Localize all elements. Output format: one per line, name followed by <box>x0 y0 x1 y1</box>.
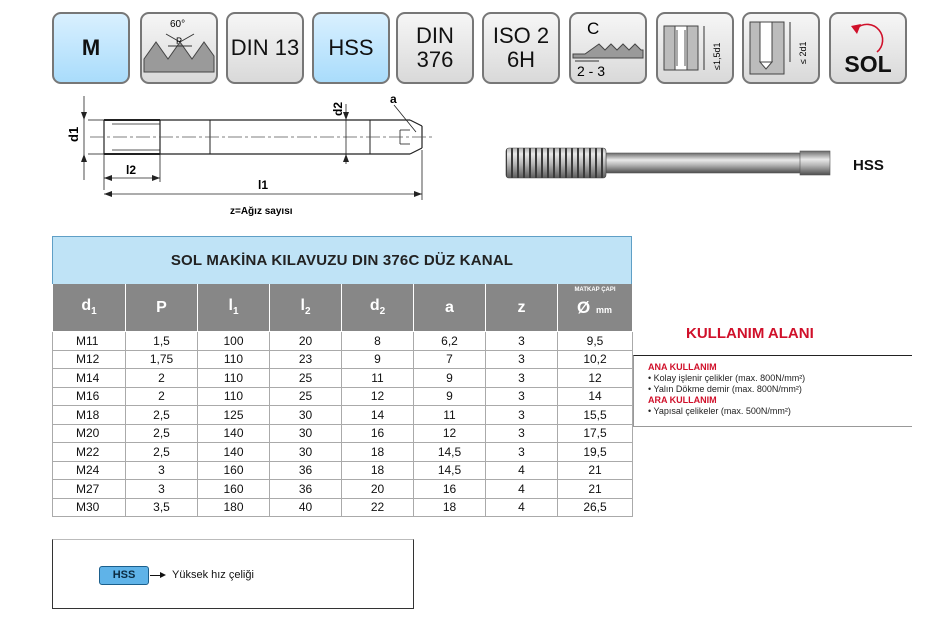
tolerance-line1: ISO 2 <box>492 23 550 48</box>
din376-line2: 376 <box>416 47 454 72</box>
through-depth-label: ≤1,5d1 <box>712 42 722 70</box>
table-cell: 110 <box>198 369 270 388</box>
table-cell: 18 <box>342 461 414 480</box>
table-cell: 3 <box>486 406 558 425</box>
tap-product-image <box>502 140 842 190</box>
column-header: $l_2$ <box>270 284 342 332</box>
table-cell: 14 <box>342 406 414 425</box>
sol-label: SOL <box>844 51 892 77</box>
table-cell: 2,5 <box>126 443 198 462</box>
table-cell: 21 <box>558 480 633 499</box>
table-cell: 10,2 <box>558 350 633 369</box>
table-cell: 36 <box>270 461 342 480</box>
table-cell: 9 <box>414 369 486 388</box>
table-header-row <box>53 284 633 332</box>
hss-label: HSS <box>328 35 374 60</box>
table-cell: 180 <box>198 498 270 517</box>
table-cell: 12 <box>558 369 633 388</box>
din376-icon <box>396 12 474 84</box>
table-row <box>53 387 633 406</box>
table-body <box>53 332 633 517</box>
table-cell: 9 <box>414 387 486 406</box>
table-row <box>53 480 633 499</box>
legend-box <box>52 539 414 609</box>
table-cell: 4 <box>486 461 558 480</box>
table-cell: 20 <box>270 332 342 351</box>
table-cell: 20 <box>342 480 414 499</box>
d2-label: d2 <box>331 101 345 116</box>
blind-depth-label: ≤ 2d1 <box>798 41 808 64</box>
dimensions-grid <box>52 284 633 517</box>
metric-label: M <box>81 35 101 60</box>
table-cell: M12 <box>53 350 126 369</box>
table-cell: 1,5 <box>126 332 198 351</box>
a-label: a <box>390 92 397 106</box>
column-header: P <box>126 284 198 332</box>
table-cell: 8 <box>342 332 414 351</box>
usage-box <box>633 355 912 427</box>
table-cell: 23 <box>270 350 342 369</box>
table-cell: M18 <box>53 406 126 425</box>
table-cell: 3 <box>486 350 558 369</box>
table-cell: 30 <box>270 406 342 425</box>
table-cell: M24 <box>53 461 126 480</box>
din13-label: DIN 13 <box>230 35 300 60</box>
table-cell: 110 <box>198 350 270 369</box>
main-usage-item: • Kolay işlenir çelikler (max. 800N/mm²) <box>648 373 806 383</box>
blind-hole-icon <box>742 12 820 84</box>
table-cell: 3 <box>486 387 558 406</box>
tolerance-line2: 6H <box>506 47 536 72</box>
table-cell: 1,75 <box>126 350 198 369</box>
through-hole-icon <box>656 12 734 84</box>
secondary-usage-item: • Yapısal çelikeler (max. 500N/mm²) <box>648 406 791 416</box>
legend-hss-badge: HSS <box>99 566 149 585</box>
table-cell: 12 <box>342 387 414 406</box>
hss-material-icon <box>312 12 390 84</box>
table-cell: 9 <box>342 350 414 369</box>
table-cell: 140 <box>198 443 270 462</box>
din13-icon <box>226 12 304 84</box>
legend-text: Yüksek hız çeliği <box>172 569 254 581</box>
table-cell: 16 <box>342 424 414 443</box>
table-cell: M11 <box>53 332 126 351</box>
table-cell: 40 <box>270 498 342 517</box>
chamfer-turns-label: 2 - 3 <box>577 63 606 79</box>
table-cell: 22 <box>342 498 414 517</box>
legend-arrow-icon <box>150 575 164 576</box>
pitch-label: P <box>176 36 183 46</box>
table-cell: 25 <box>270 369 342 388</box>
column-header: $d_1$ <box>53 284 126 332</box>
usage-title: KULLANIM ALANI <box>686 325 814 342</box>
table-cell: 3 <box>126 480 198 499</box>
drill-diameter-header <box>558 284 633 332</box>
table-cell: 140 <box>198 424 270 443</box>
table-row <box>53 498 633 517</box>
table-cell: 3 <box>486 332 558 351</box>
metric-thread-icon <box>52 12 130 84</box>
table-row <box>53 443 633 462</box>
table-cell: 110 <box>198 387 270 406</box>
table-row <box>53 406 633 425</box>
angle-label: 60° <box>170 19 186 30</box>
teeth-count-caption: z=Ağız sayısı <box>230 206 293 217</box>
chamfer-form-label: C <box>587 19 600 38</box>
main-usage-heading: ANA KULLANIM <box>648 362 717 372</box>
table-cell: 2,5 <box>126 406 198 425</box>
d1-label: d1 <box>66 126 81 142</box>
table-cell: 4 <box>486 498 558 517</box>
table-cell: 3 <box>126 461 198 480</box>
table-cell: 3 <box>486 369 558 388</box>
table-cell: 11 <box>414 406 486 425</box>
table-cell: 21 <box>558 461 633 480</box>
table-cell: 18 <box>414 498 486 517</box>
table-cell: 26,5 <box>558 498 633 517</box>
left-hand-direction-icon <box>829 12 907 84</box>
table-cell: 160 <box>198 461 270 480</box>
table-cell: 25 <box>270 387 342 406</box>
secondary-usage-heading: ARA KULLANIM <box>648 395 717 405</box>
din376-line1: DIN <box>416 23 454 48</box>
table-cell: 30 <box>270 424 342 443</box>
tap-technical-drawing <box>60 90 440 220</box>
table-cell: 6,2 <box>414 332 486 351</box>
table-cell: 160 <box>198 480 270 499</box>
table-cell: 15,5 <box>558 406 633 425</box>
table-cell: 125 <box>198 406 270 425</box>
column-header: $l_1$ <box>198 284 270 332</box>
column-header: $d_2$ <box>342 284 414 332</box>
table-cell: 17,5 <box>558 424 633 443</box>
table-cell: M14 <box>53 369 126 388</box>
chamfer-form-icon <box>569 12 647 84</box>
table-cell: 11 <box>342 369 414 388</box>
l1-label: l1 <box>258 178 269 192</box>
table-row <box>53 350 633 369</box>
table-cell: 14,5 <box>414 443 486 462</box>
thread-profile-icon <box>142 14 216 82</box>
column-header: z <box>486 284 558 332</box>
table-cell: 16 <box>414 480 486 499</box>
thread-profile-icon <box>140 12 218 84</box>
table-cell: 18 <box>342 443 414 462</box>
table-row <box>53 461 633 480</box>
tolerance-icon <box>482 12 560 84</box>
l2-label: l2 <box>126 163 137 177</box>
table-cell: M22 <box>53 443 126 462</box>
table-row <box>53 369 633 388</box>
table-cell: 2 <box>126 387 198 406</box>
table-cell: 2,5 <box>126 424 198 443</box>
table-cell: 3 <box>486 424 558 443</box>
drill-caption: MATKAP ÇAPI <box>574 287 616 293</box>
diameter-icon: Ø <box>577 298 591 317</box>
main-usage-item: • Yalın Dökme demir (max. 800N/mm²) <box>648 384 802 394</box>
table-row <box>53 424 633 443</box>
photo-hss-label: HSS <box>853 157 884 174</box>
dimensions-table <box>52 236 632 517</box>
table-cell: 7 <box>414 350 486 369</box>
table-cell: M16 <box>53 387 126 406</box>
table-cell: 12 <box>414 424 486 443</box>
table-cell: 9,5 <box>558 332 633 351</box>
table-cell: M30 <box>53 498 126 517</box>
table-cell: 36 <box>270 480 342 499</box>
table-cell: M20 <box>53 424 126 443</box>
table-cell: M27 <box>53 480 126 499</box>
table-cell: 4 <box>486 480 558 499</box>
table-cell: 14,5 <box>414 461 486 480</box>
table-cell: 3 <box>486 443 558 462</box>
table-cell: 3,5 <box>126 498 198 517</box>
table-cell: 14 <box>558 387 633 406</box>
table-cell: 100 <box>198 332 270 351</box>
drill-unit: mm <box>596 305 613 315</box>
table-row <box>53 332 633 351</box>
table-title: SOL MAKİNA KILAVUZU DIN 376C DÜZ KANAL <box>52 236 632 284</box>
table-cell: 30 <box>270 443 342 462</box>
table-cell: 2 <box>126 369 198 388</box>
table-cell: 19,5 <box>558 443 633 462</box>
column-header: a <box>414 284 486 332</box>
